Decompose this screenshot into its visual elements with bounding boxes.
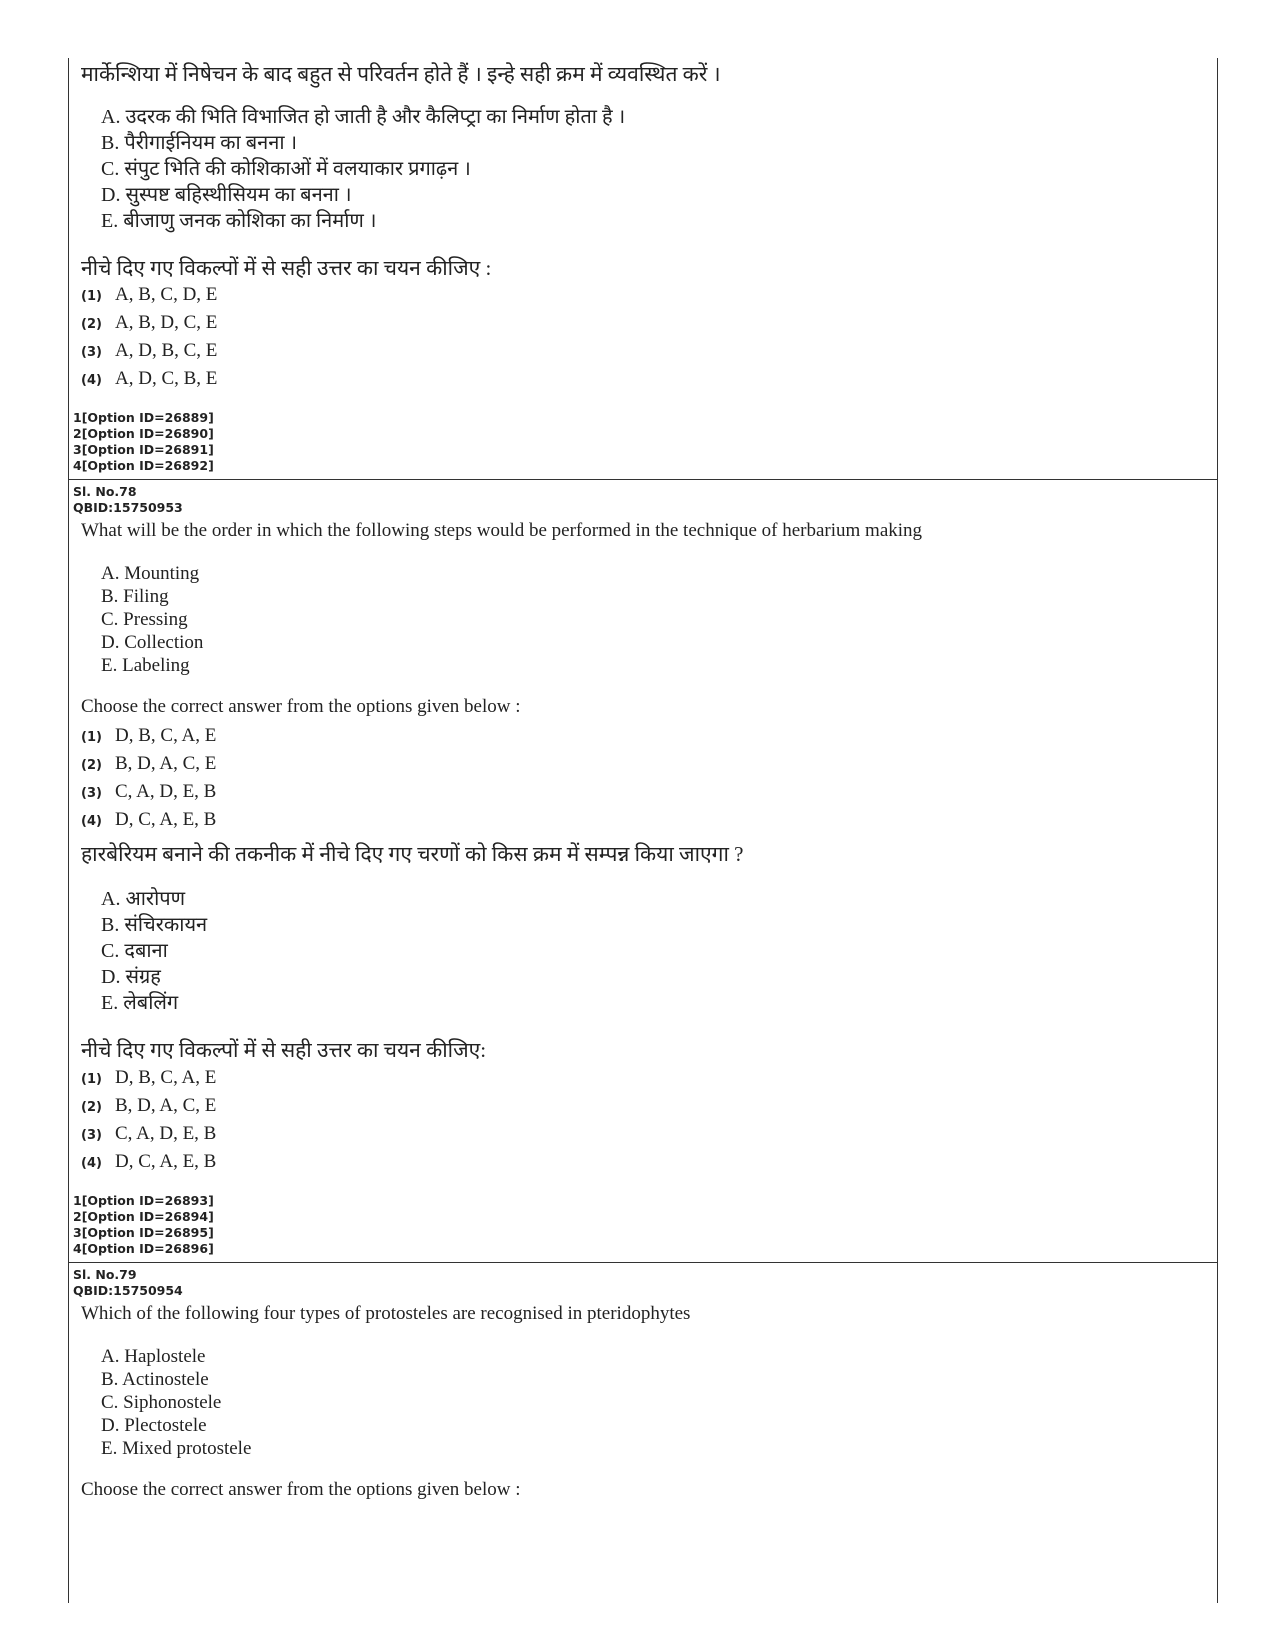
option-value: B, D, A, C, E [115,1095,217,1116]
option-number: (2) [81,317,102,332]
q77-item-b: B. पैरीगाईनियम का बनना । [101,132,298,154]
q79-item-b: B. Actinostele [101,1369,209,1390]
q78-hindi-item-d: D. संग्रह [101,966,161,988]
qbid: QBID:15750954 [73,1283,183,1298]
option-number: (2) [81,758,102,773]
q79-question: Which of the following four types of protosteles are recognised in pteridophytes [81,1303,691,1324]
q79-choose-instruction: Choose the correct answer from the options given below : [81,1479,521,1500]
q78-option-3 [81,781,216,803]
q78-hindi-option-2 [81,1095,216,1117]
q78-item-e: E. Labeling [101,655,190,676]
option-id: 1[Option ID=26893] [73,1193,214,1208]
q78-item-c: C. Pressing [101,609,188,630]
option-value: D, B, C, A, E [115,1067,217,1088]
q77-option-ids [73,410,214,474]
option-number: (1) [81,730,102,745]
option-value: B, D, A, C, E [115,753,217,774]
option-number: (4) [81,1156,102,1171]
question-divider [69,1262,1217,1263]
q78-option-ids [73,1193,214,1257]
q77-item-e: E. बीजाणु जनक कोशिका का निर्माण । [101,210,377,232]
q78-choose-instruction: Choose the correct answer from the options given below : [81,696,521,717]
option-number: (1) [81,1072,102,1087]
q78-hindi-option-4 [81,1151,216,1173]
q78-option-1 [81,725,216,747]
q79-item-d: D. Plectostele [101,1415,207,1436]
q79-item-e: E. Mixed protostele [101,1438,252,1459]
option-id: 2[Option ID=26890] [73,426,214,441]
qbid: QBID:15750953 [73,500,183,515]
q77-item-c: C. संपुट भिति की कोशिकाओं में वलयाकार प्रगाढ़न । [101,158,471,180]
option-value: D, C, A, E, B [115,1151,217,1172]
option-value: A, D, B, C, E [115,340,218,361]
option-value: D, C, A, E, B [115,809,217,830]
q78-hindi-item-a: A. आरोपण [101,888,186,910]
option-id: 3[Option ID=26891] [73,442,214,457]
option-value: C, A, D, E, B [115,1123,217,1144]
option-number: (4) [81,373,102,388]
q78-hindi-item-e: E. लेबलिंग [101,992,179,1014]
q77-option-1 [81,284,217,306]
q77-question: मार्केन्शिया में निषेचन के बाद बहुत से परिवर्तन होते हैं । इन्हे सही क्रम में व्यवस्थित करें । [81,62,721,86]
option-number: (4) [81,814,102,829]
q78-option-4 [81,809,216,831]
q78-hindi-item-c: C. दबाना [101,940,168,962]
serial-number: Sl. No.79 [73,1267,137,1282]
option-id: 4[Option ID=26896] [73,1241,214,1256]
question-divider [69,479,1217,480]
q78-item-b: B. Filing [101,586,169,607]
q78-question: What will be the order in which the following steps would be performed in the technique of herbarium making [81,520,923,541]
q78-item-a: A. Mounting [101,563,200,584]
option-id: 3[Option ID=26895] [73,1225,214,1240]
q77-item-d: D. सुस्पष्ट बहिस्थीसियम का बनना । [101,184,352,206]
q78-option-2 [81,753,216,775]
q78-item-d: D. Collection [101,632,204,653]
option-value: A, D, C, B, E [115,368,218,389]
q77-item-a: A. उदरक की भिति विभाजित हो जाती है और कैलिप्ट्रा का निर्माण होता है । [101,106,626,128]
q78-header [73,484,183,516]
option-id: 1[Option ID=26889] [73,410,214,425]
q79-header [73,1267,183,1299]
option-number: (3) [81,1128,102,1143]
q78-hindi-option-3 [81,1123,216,1145]
q77-option-2 [81,312,217,334]
option-number: (2) [81,1100,102,1115]
q78-hindi-choose-instruction: नीचे दिए गए विकल्पों में से सही उत्तर का चयन कीजिए: [81,1038,487,1062]
option-number: (3) [81,786,102,801]
q78-hindi-option-1 [81,1067,216,1089]
option-id: 4[Option ID=26892] [73,458,214,473]
q79-item-c: C. Siphonostele [101,1392,222,1413]
option-id: 2[Option ID=26894] [73,1209,214,1224]
option-value: C, A, D, E, B [115,781,217,802]
option-number: (1) [81,289,102,304]
question-paper-frame [68,58,1218,1603]
option-value: A, B, C, D, E [115,284,218,305]
q79-item-a: A. Haplostele [101,1346,206,1367]
serial-number: Sl. No.78 [73,484,137,499]
q77-choose-instruction: नीचे दिए गए विकल्पों में से सही उत्तर का चयन कीजिए : [81,256,492,280]
option-value: A, B, D, C, E [115,312,218,333]
q77-option-4 [81,368,217,390]
option-number: (3) [81,345,102,360]
option-value: D, B, C, A, E [115,725,217,746]
q78-hindi-item-b: B. संचिरकायन [101,914,208,936]
q77-option-3 [81,340,217,362]
q78-hindi-question: हारबेरियम बनाने की तकनीक में नीचे दिए गए चरणों को किस क्रम में सम्पन्न किया जाएगा ? [81,842,744,866]
